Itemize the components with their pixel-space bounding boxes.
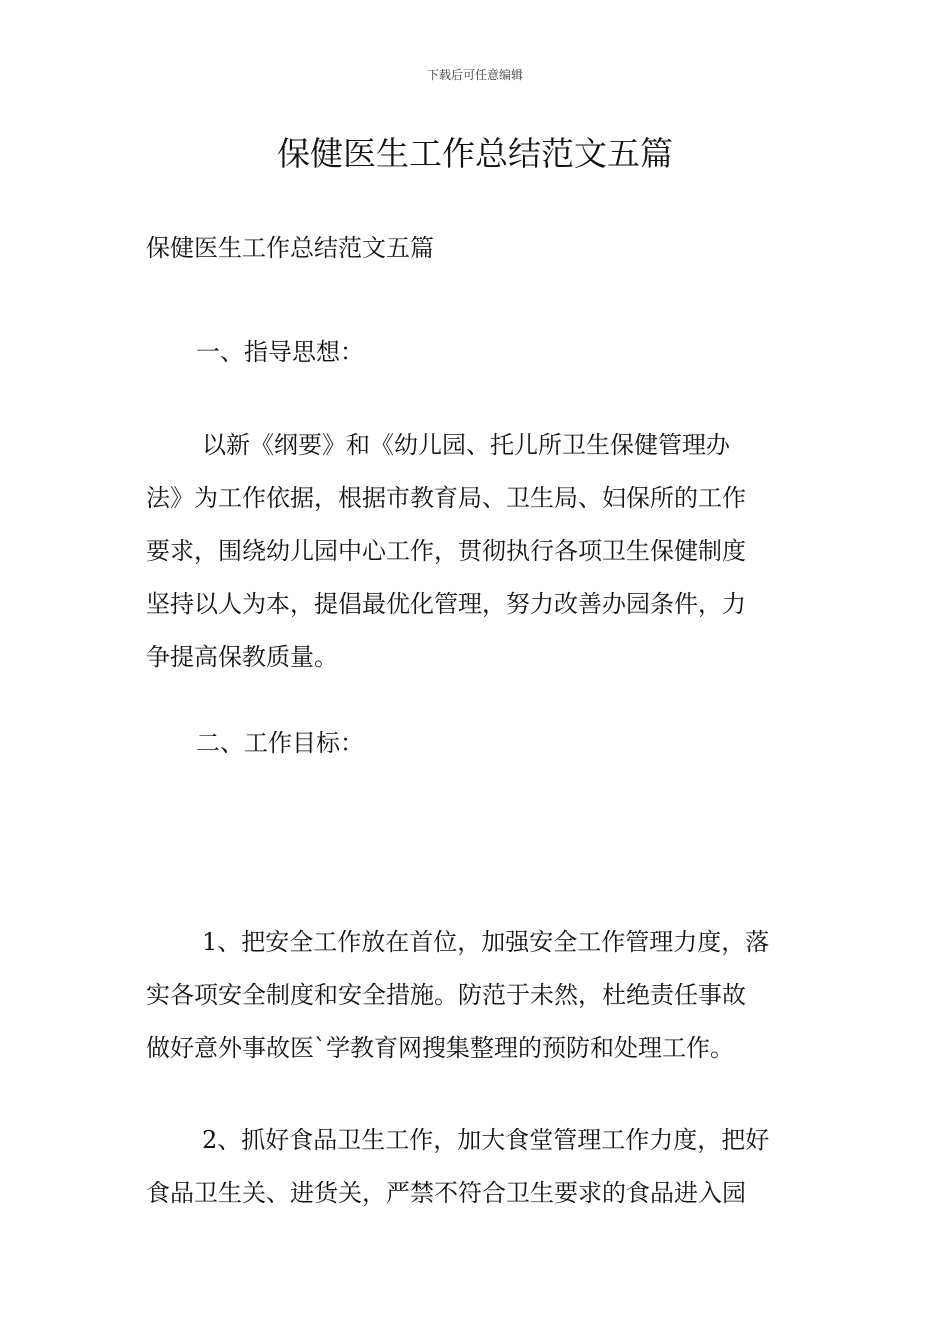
header-note: 下载后可任意编辑 — [426, 68, 523, 82]
paragraph-line: 争提高保教质量。 — [146, 643, 338, 671]
section-heading-work-goals: 二、工作目标： — [196, 729, 364, 757]
paragraph-guiding-ideology — [146, 419, 808, 684]
paragraph-line: 要求，围绕幼儿园中心工作，贯彻执行各项卫生保健制度 — [146, 537, 746, 565]
paragraph-line: 法》为工作依据，根据市教育局、卫生局、妇保所的工作 — [146, 484, 746, 512]
paragraph-line: 实各项安全制度和安全措施。防范于未然，杜绝责任事故 — [146, 981, 746, 1009]
paragraph-line: 以新《纲要》和《幼儿园、托儿所卫生保健管理办 — [202, 431, 730, 459]
document-title: 保健医生工作总结范文五篇 — [277, 134, 673, 173]
paragraph-line: 做好意外事故医`学教育网搜集整理的预防和处理工作。 — [146, 1034, 734, 1062]
paragraph-line: 坚持以人为本，提倡最优化管理，努力改善办园条件，力 — [146, 590, 746, 618]
document-subtitle: 保健医生工作总结范文五篇 — [146, 234, 434, 262]
paragraph-goal-1 — [146, 916, 808, 1075]
paragraph-goal-2 — [146, 1114, 808, 1220]
paragraph-line: 2、抓好食品卫生工作，加大食堂管理工作力度，把好 — [202, 1126, 770, 1154]
paragraph-line: 1、把安全工作放在首位，加强安全工作管理力度，落 — [202, 928, 770, 956]
section-heading-guiding-ideology: 一、指导思想： — [196, 338, 364, 366]
paragraph-line: 食品卫生关、进货关，严禁不符合卫生要求的食品进入园 — [146, 1179, 746, 1207]
